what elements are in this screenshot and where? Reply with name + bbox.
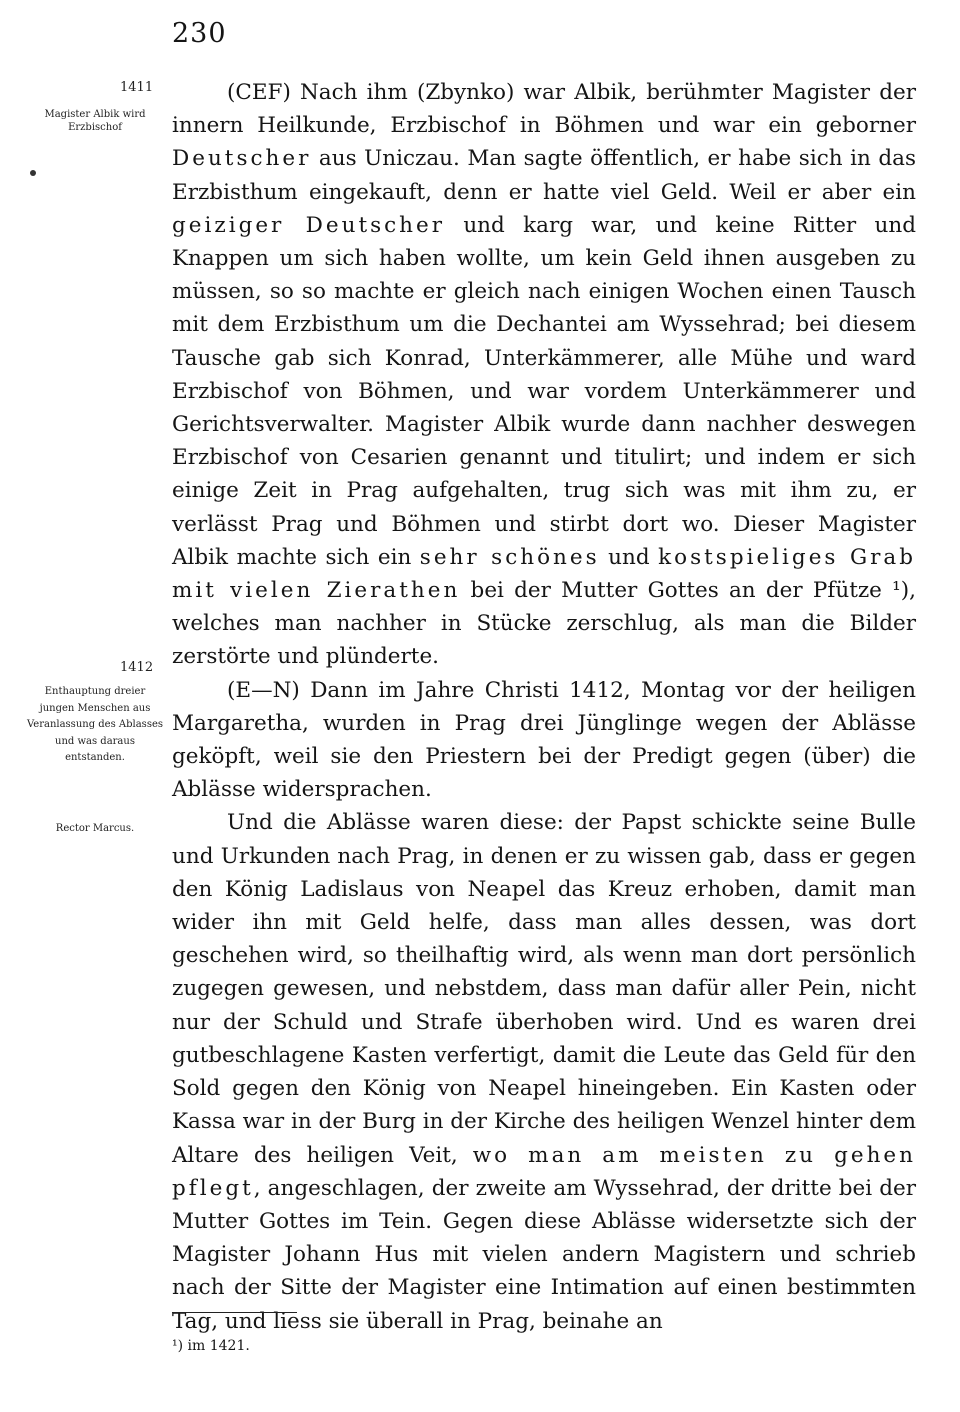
margin-note-rector: Rector Marcus. [55, 823, 135, 834]
main-text [172, 76, 916, 1338]
paragraph-albik: (CEF) Nach ihm (Zbynko) war Albik, berühmter Magister der innern Heilkunde, Erzbischof in Böhmen und war ein geborner Deutscher aus Uniczau. Man sagte öffentlich, er habe sich in das Erzbisthum eingekauft, denn er hatte viel Geld. Weil er aber ein geiziger Deutscher und karg war, und keine Ritter und Knappen um sich haben wollte, um kein Geld ihnen ausgeben zu müssen, so so machte er gleich nach einigen Wochen einen Tausch mit dem Erzbisthum um die Dechantei am Wyssehrad; bei diesem Tausche gab sich Konrad, Unterkämmerer, alle Mühe und ward Erzbischof von Böhmen, und war vordem Unterkämmerer und Gerichtsverwalter. Magister Albik wurde dann nachher deswegen Erzbischof von Cesarien genannt und titulirt; und indem er sich einige Zeit in Prag aufgehalten, trug sich was mit ihm zu, er verlässt Prag und Böhmen und stirbt dort wo. Dieser Magister Albik machte sich ein sehr schönes und kostspieliges Grab mit vielen Zierathen bei der Mutter Gottes an der Pfütze ¹), welches man nachher in Stücke zerschlug, als man die Bilder zerstörte und plünderte. [172, 80, 916, 670]
page-number: 230 [172, 18, 227, 49]
margin-note-albik: Magister Albik wird Erzbischof [44, 109, 146, 133]
paragraph-1412: (E—N) Dann im Jahre Christi 1412, Montag vor der heiligen Margaretha, wurden in Prag drei Jünglinge wegen der Ablässe geköpft, weil sie den Priestern bei der Predigt gegen (über) die Ablässe widersprachen. [172, 677, 916, 803]
ink-dot [30, 170, 36, 176]
margin-year-1412: 1412 [120, 660, 154, 675]
margin-year-1411: 1411 [120, 80, 154, 95]
paragraph-ablaesse: Und die Ablässe waren diese: der Papst schickte seine Bulle und Urkunden nach Prag, in denen er zu wissen gab, dass er gegen den König Ladislaus von Neapel das Kreuz erhoben, damit man wider ihn mit Geld helfe, dass man alles dessen, was dort geschehen wird, so theilhaftig wird, als wenn man dort persönlich zugegen gewesen, und nebstdem, dass man dafür aller Pein, nicht nur der Schuld und Strafe überhoben wird. Und es waren drei gutbeschlagene Kasten verfertigt, damit die Leute das Geld für den Sold gegen den König von Neapel hineingeben. Ein Kasten oder Kassa war in der Burg in der Kirche des heiligen Wenzel hinter dem Altare des heiligen Veit, wo man am meisten zu gehen pflegt, angeschlagen, der zweite am Wyssehrad, der dritte bei der Mutter Gottes im Tein. Gegen diese Ablässe widersetzte sich der Magister Johann Hus mit vielen andern Magistern und schrieb nach der Sitte der Magister eine Intimation auf einen bestimmten Tag, und liess sie überall in Prag, beinahe an [172, 810, 916, 1334]
margin-note-enthauptung: Enthauptung dreier jungen Menschen aus Veranlassung des Ablasses und was daraus entstanden. [26, 686, 163, 763]
footnote-divider [172, 1312, 297, 1313]
footnote: ¹) im 1421. [172, 1338, 250, 1354]
